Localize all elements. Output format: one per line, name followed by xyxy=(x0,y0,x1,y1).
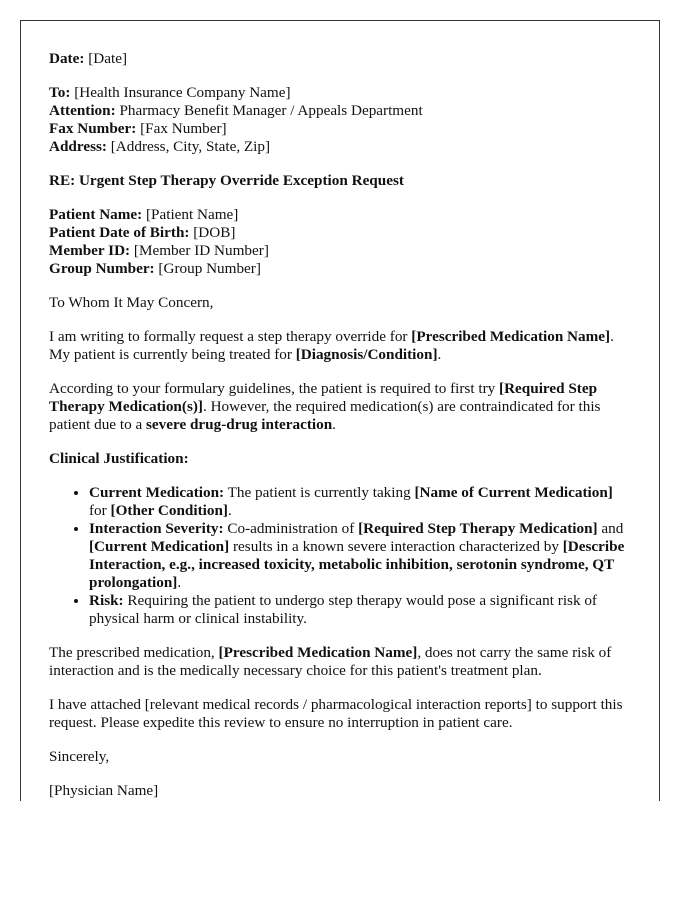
justification-list xyxy=(49,484,634,628)
required-medication-placeholder: [Required Step Therapy Medication] xyxy=(358,520,598,537)
interaction-description-placeholder: [Describe Interaction, e.g., increased toxicity, metabolic inhibition, serotonin syndrome, QT prolongation] xyxy=(89,538,625,591)
justification-heading-text: Clinical Justification: xyxy=(49,450,189,467)
date-value: [Date] xyxy=(88,50,128,67)
justification-item-risk xyxy=(89,592,634,628)
text-run: . xyxy=(437,346,442,363)
to-value: [Health Insurance Company Name] xyxy=(74,84,291,101)
patient-name-value: [Patient Name] xyxy=(146,206,239,223)
text-run: Requiring the patient to undergo step therapy would pose a significant risk of physical harm or clinical instability. xyxy=(89,592,597,627)
current-medication-placeholder: [Name of Current Medication] xyxy=(414,484,613,501)
subject-line xyxy=(49,172,634,190)
justification-heading xyxy=(49,450,634,468)
address-label: Address: xyxy=(49,138,107,155)
text-run: . xyxy=(177,574,182,591)
member-id-value: [Member ID Number] xyxy=(133,242,269,259)
patient-dob-label: Patient Date of Birth: xyxy=(49,224,190,241)
member-id-label: Member ID: xyxy=(49,242,131,259)
patient-dob-value: [DOB] xyxy=(193,224,236,241)
address-value: [Address, City, State, Zip] xyxy=(110,138,271,155)
necessity-paragraph xyxy=(49,644,634,680)
attachments-paragraph: I have attached [relevant medical records / pharmacological interaction reports] to support this request. Please expedite this review to ensure no interruption in patient care. xyxy=(49,696,623,731)
letter-content xyxy=(49,50,634,801)
date-label: Date: xyxy=(49,50,85,67)
justification-item-interaction-severity xyxy=(89,520,634,592)
text-run: . xyxy=(332,416,336,433)
group-number-label: Group Number: xyxy=(49,260,155,277)
recipient-block xyxy=(49,84,634,156)
text-run: Co-administration of xyxy=(223,520,359,537)
attention-value: Pharmacy Benefit Manager / Appeals Department xyxy=(119,102,423,119)
item-label: Risk: xyxy=(89,592,124,609)
text-run: results in a known severe interaction characterized by xyxy=(229,538,563,555)
to-label: To: xyxy=(49,84,71,101)
item-label: Current Medication: xyxy=(89,484,225,501)
fax-value: [Fax Number] xyxy=(140,120,227,137)
patient-name-label: Patient Name: xyxy=(49,206,143,223)
text-run: for xyxy=(89,502,111,519)
attention-label: Attention: xyxy=(49,102,116,119)
other-condition-placeholder: [Other Condition] xyxy=(110,502,228,519)
prescribed-medication-placeholder: [Prescribed Medication Name] xyxy=(411,328,611,345)
text-run: According to your formulary guidelines, the patient is required to first try xyxy=(49,380,500,397)
formulary-paragraph xyxy=(49,380,634,434)
required-step-medication-placeholder: [Required Step Therapy Medication(s)] xyxy=(49,380,598,415)
patient-block xyxy=(49,206,634,278)
current-medication-placeholder: [Current Medication] xyxy=(89,538,230,555)
salutation: To Whom It May Concern, xyxy=(49,294,214,311)
text-run: . xyxy=(227,502,232,519)
prescribed-medication-placeholder: [Prescribed Medication Name] xyxy=(218,644,418,661)
text-run: I am writing to formally request a step therapy override for xyxy=(49,328,412,345)
request-paragraph xyxy=(49,328,634,364)
group-number-value: [Group Number] xyxy=(158,260,261,277)
subject-text: RE: Urgent Step Therapy Override Exception Request xyxy=(49,172,404,189)
date-line xyxy=(49,50,634,68)
interaction-emphasis: severe drug-drug interaction xyxy=(146,416,333,433)
text-run: and xyxy=(597,520,624,537)
diagnosis-placeholder: [Diagnosis/Condition] xyxy=(295,346,438,363)
item-label: Interaction Severity: xyxy=(89,520,224,537)
text-run: The prescribed medication, xyxy=(49,644,219,661)
text-run: . My patient is currently being treated for xyxy=(49,328,614,363)
signature: [Physician Name] xyxy=(49,782,159,799)
text-run: , does not carry the same risk of interaction and is the medically necessary choice for this patient's treatment plan. xyxy=(49,644,612,679)
fax-label: Fax Number: xyxy=(49,120,137,137)
text-run: . However, the required medication(s) are contraindicated for this patient due to a xyxy=(49,398,601,433)
text-run: The patient is currently taking xyxy=(224,484,415,501)
closing: Sincerely, xyxy=(49,748,110,765)
justification-item-current-medication xyxy=(89,484,634,520)
letter-page xyxy=(20,20,660,801)
